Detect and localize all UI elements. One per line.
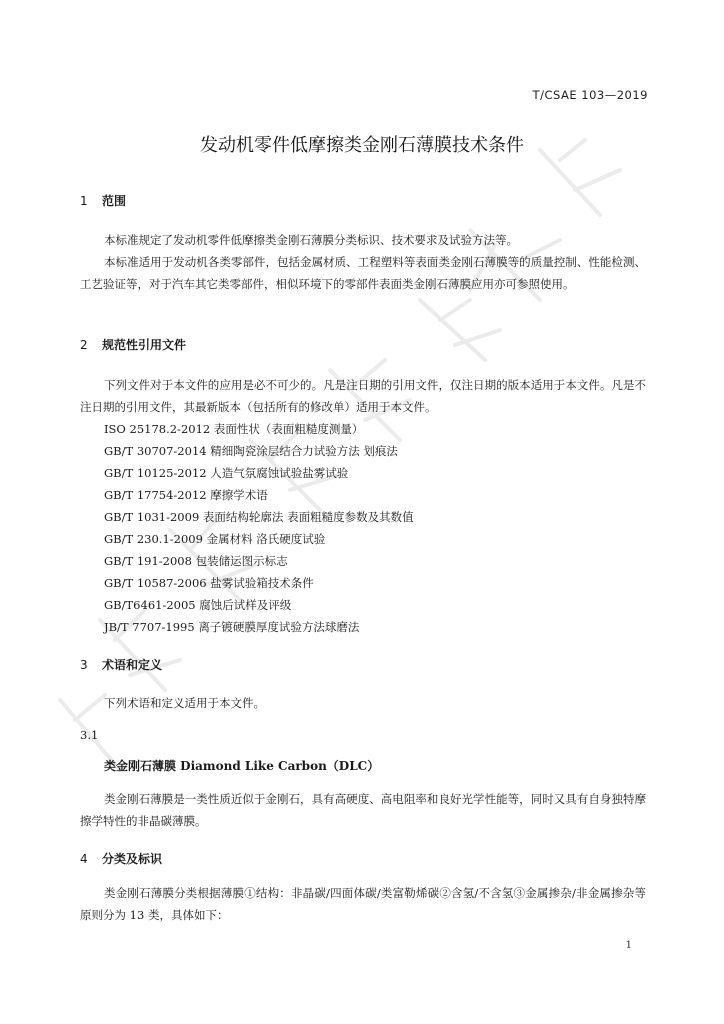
section-title: 分类及标识 [102,852,163,866]
paragraph: 下列术语和定义适用于本文件。 [104,696,265,710]
section-heading-4 [80,850,162,867]
section-number: 1 [80,194,88,208]
reference-item: GB/T 191-2008 包装储运图示标志 [104,554,288,568]
term-heading: 类金刚石薄膜 Diamond Like Carbon（DLC） [104,759,380,773]
reference-item: GB/T 1031-2009 表面结构轮廓法 表面粗糙度参数及其数值 [104,510,414,524]
reference-item: ISO 25178.2-2012 表面性状（表面粗糙度测量） [104,422,364,436]
section-number: 4 [80,852,88,866]
paragraph: 类金刚石薄膜分类根据薄膜①结构：非晶碳/四面体碳/类富勒烯碳②含氢/不含氢③金属掺杂/非金属掺杂等原则分为 13 类，具体如下： [80,886,646,922]
section-heading-1 [80,192,126,209]
section-title: 范围 [102,194,127,208]
section-heading-2 [80,336,186,353]
standard-code: T/CSAE 103—2019 [532,88,648,102]
reference-item: GB/T 230.1-2009 金属材料 洛氏硬度试验 [104,532,326,546]
reference-item: GB/T 10125-2012 人造气氛腐蚀试验盐雾试验 [104,466,349,480]
reference-item: GB/T 17754-2012 摩擦学术语 [104,488,268,502]
term-definition: 类金刚石薄膜是一类性质近似于金刚石，具有高硬度、高电阻率和良好光学性能等，同时又具有自身独特摩擦学特性的非晶碳薄膜。 [80,792,646,828]
reference-item: JB/T 7707-1995 离子镀硬膜厚度试验方法球磨法 [104,620,360,634]
section-heading-3 [80,656,162,673]
reference-item: GB/T 10587-2006 盐雾试验箱技术条件 [104,576,314,590]
subsection-number: 3.1 [80,728,99,742]
paragraph: 下列文件对于本文件的应用是必不可少的。凡是注日期的引用文件，仅注日期的版本适用于本文件。凡是不注日期的引用文件，其最新版本（包括所有的修改单）适用于本文件。 [80,378,646,414]
section-title: 规范性引用文件 [102,338,187,352]
reference-item: GB/T6461-2005 腐蚀后试样及评级 [104,598,292,612]
paragraph: 本标准适用于发动机各类零部件，包括金属材质、工程塑料等表面类金刚石薄膜等的质量控制、性能检测、工艺验证等，对于汽车其它类零部件，相似环境下的零部件表面类金刚石薄膜应用亦可参照使用。 [80,255,646,291]
section-title: 术语和定义 [102,658,163,672]
page-number: 1 [625,940,632,951]
section-number: 2 [80,338,88,352]
section-number: 3 [80,658,88,672]
paragraph: 本标准规定了发动机零件低摩擦类金刚石薄膜分类标识、技术要求及试验方法等。 [104,233,518,247]
document-title: 发动机零件低摩擦类金刚石薄膜技术条件 [200,135,524,156]
reference-item: GB/T 30707-2014 精细陶瓷涂层结合力试验方法 划痕法 [104,444,398,458]
